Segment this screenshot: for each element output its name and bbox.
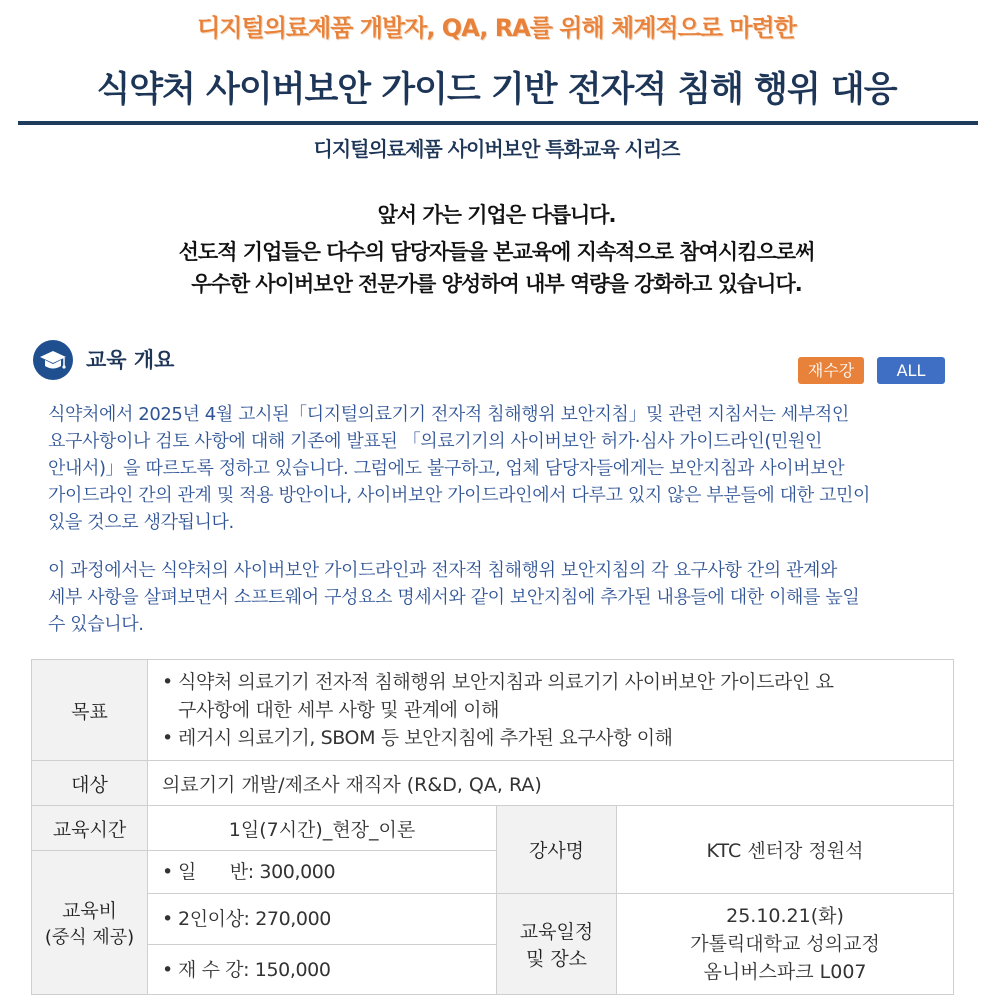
paragraph-line: 이 과정에서는 식약처의 사이버보안 가이드라인과 전자적 침해행위 보안지침의 각 요구사항 간의 관계와 [48, 560, 838, 581]
target-value: 의료기기 개발/제조사 재직자 (R&D, QA, RA) [148, 761, 954, 806]
hours-label: 교육시간 [32, 806, 148, 851]
paragraph-line: 세부 사항을 살펴보면서 소프트웨어 구성요소 명세서와 같이 보안지침에 추가된 내용들에 대한 이해를 높일 [48, 587, 860, 608]
table-row [32, 806, 954, 851]
header-kicker: 디지털의료제품 개발자, QA, RA를 위해 체계적으로 마련한 [197, 14, 796, 42]
paragraph-line: 식약처에서 2025년 4월 고시된「디지털의료기기 전자적 침해행위 보안지침」및 관련 지침서는 세부적인 [48, 404, 849, 425]
hours-value: 1일(7시간)_현장_이론 [148, 806, 497, 851]
fee-row [148, 945, 497, 995]
list-item [162, 668, 953, 696]
bullet-dot: • [162, 727, 173, 749]
lead-headline: 앞서 가는 기업은 다릅니다. [377, 203, 616, 227]
overview-paragraph-1 [48, 401, 968, 536]
table-row [32, 660, 954, 761]
schedule-label: 교육일정 [519, 921, 594, 943]
series-subtitle: 디지털의료제품 사이버보안 특화교육 시리즈 [313, 137, 680, 161]
section-title: 교육 개요 [86, 348, 175, 372]
schedule-label: 및 장소 [525, 948, 588, 970]
schedule-place: 가톨릭대학교 성의교정 [690, 933, 880, 955]
target-label: 대상 [32, 761, 148, 806]
list-item [162, 905, 496, 933]
schedule-value-cell [617, 894, 954, 995]
schedule-label-cell [497, 894, 617, 995]
goal-text: 구사항에 대한 세부 사항 및 관계에 이해 [178, 699, 500, 721]
fee-row [148, 894, 497, 945]
schedule-place: 옴니버스파크 L007 [703, 961, 867, 983]
list-item [162, 696, 953, 724]
paragraph-line: 요구사항이나 검토 사항에 대해 기존에 발표된 「의료기기의 사이버보안 허가·심사 가이드라인(민원인 [48, 431, 822, 452]
paragraph-line: 있을 것으로 생각됩니다. [48, 512, 234, 533]
fee-label-cell [32, 851, 148, 995]
all-badge: ALL [877, 357, 945, 384]
fee-text: 재 수 강: 150,000 [178, 958, 331, 981]
paragraph-line: 가이드라인 간의 관계 및 적용 방안이나, 사이버보안 가이드라인에서 다루고 있지 않은 부분들에 대한 고민이 [48, 485, 870, 506]
list-item [162, 858, 496, 886]
graduation-cap-icon [33, 340, 73, 380]
goal-text: 식약처 의료기기 전자적 침해행위 보안지침과 의료기기 사이버보안 가이드라인 요 [178, 671, 834, 693]
fee-text: 일 반: 300,000 [178, 861, 336, 883]
lead-body [0, 236, 993, 300]
schedule-date: 25.10.21(화) [726, 905, 844, 927]
table-row [32, 894, 954, 945]
course-info-table [31, 659, 954, 995]
goal-text: 레거시 의료기기, SBOM 등 보안지침에 추가된 요구사항 이해 [178, 727, 673, 749]
bullet-dot: • [162, 958, 173, 981]
fee-sub-label: (중식 제공) [44, 927, 135, 948]
instructor-value: KTC 센터장 정원석 [617, 806, 954, 894]
bullet-dot [162, 696, 178, 724]
overview-paragraph-2 [48, 557, 968, 638]
paragraph-line: 수 있습니다. [48, 614, 144, 635]
page-title: 식약처 사이버보안 가이드 기반 전자적 침해 행위 대응 [96, 70, 897, 110]
instructor-label: 강사명 [497, 806, 617, 894]
title-divider [18, 121, 978, 125]
fee-text: 2인이상: 270,000 [178, 908, 331, 930]
fee-row [148, 851, 497, 894]
table-row [32, 761, 954, 806]
list-item [162, 956, 496, 984]
lead-line: 우수한 사이버보안 전문가를 양성하여 내부 역량을 강화하고 있습니다. [191, 272, 802, 296]
lead-line: 선도적 기업들은 다수의 담당자들을 본교육에 지속적으로 참여시킴으로써 [178, 240, 815, 264]
goal-cell [148, 660, 954, 761]
bullet-dot: • [162, 671, 173, 693]
retake-badge: 재수강 [798, 357, 864, 384]
list-item [162, 724, 953, 752]
goal-label: 목표 [32, 660, 148, 761]
paragraph-line: 안내서)」을 따르도록 정하고 있습니다. 그럼에도 불구하고, 업체 담당자들에게는 보안지침과 사이버보안 [48, 458, 845, 479]
bullet-dot: • [162, 908, 173, 930]
bullet-dot: • [162, 861, 173, 883]
fee-label: 교육비 [61, 900, 118, 922]
